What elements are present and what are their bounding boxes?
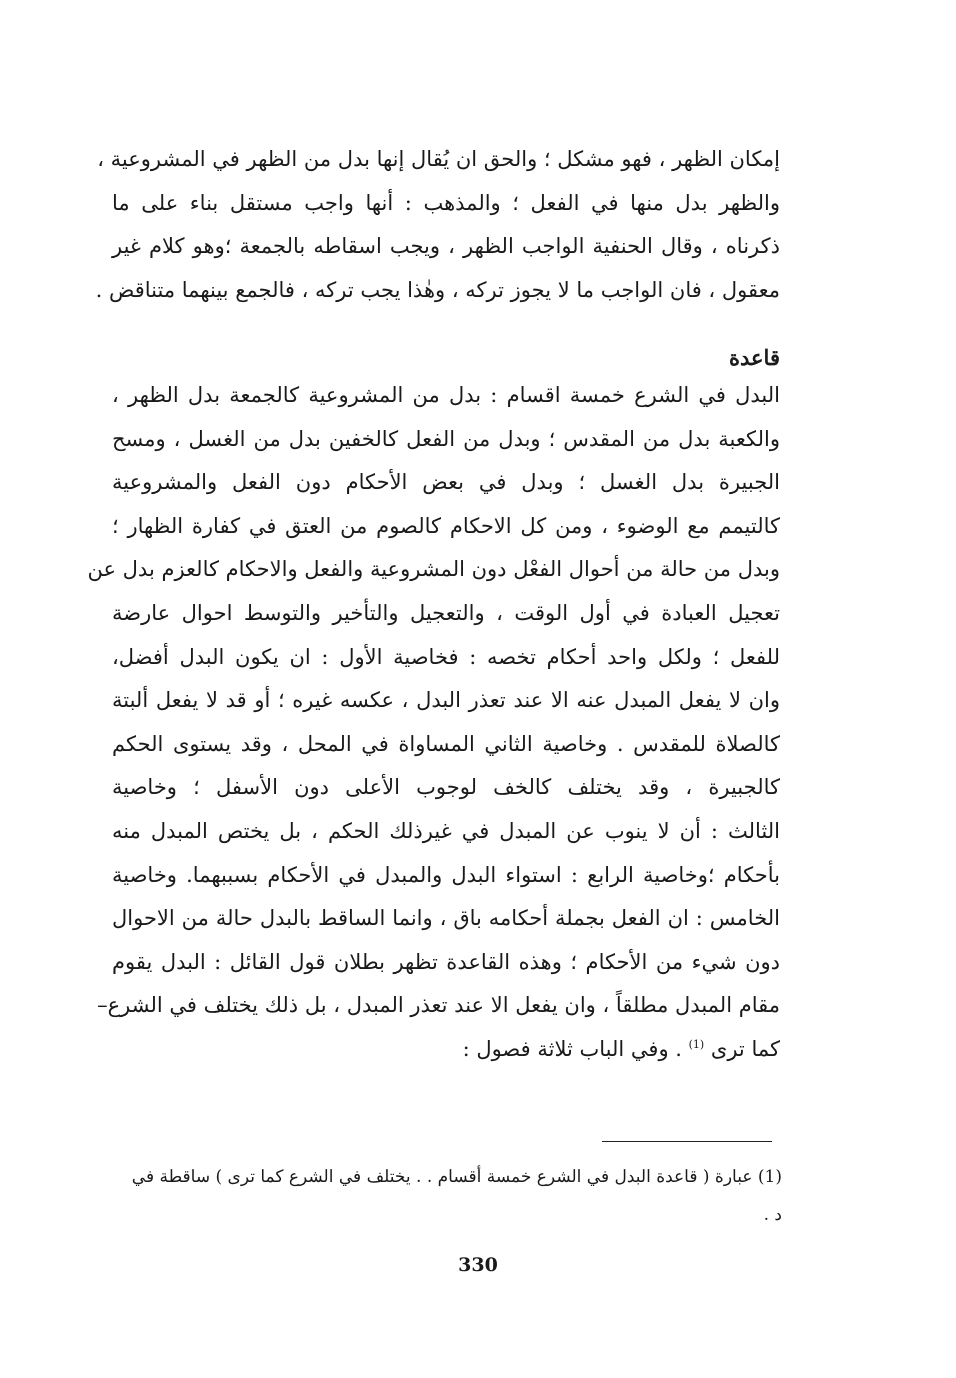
paragraph-2 [87, 374, 781, 1072]
text-line: ذكرناه ، وقال الحنفية الواجب الظهر ، ويجب اسقاطه بالجمعة ؛وهو كلام غير [112, 234, 780, 259]
text-line: والظهر بدل منها في الفعل ؛ والمذهب : أنها واجب مستقل بناء على ما [112, 190, 780, 215]
footnote-line: (1) عبارة ( قاعدة البدل في الشرع خمسة أقسام . . يختلف في الشرع كما ترى ) ساقطة في [131, 1167, 782, 1187]
last-line-start: كما ترى [710, 1036, 780, 1061]
footnote-separator [602, 1141, 772, 1142]
text-line: الثالث : أن لا ينوب عن المبدل في غيرذلك الحكم ، بل يختص المبدل منه [112, 818, 781, 843]
text-line: الخامس : ان الفعل بجملة أحكامه باق ، وانما الساقط بالبدل حالة من الاحوال [112, 906, 780, 931]
footnote-line: د . [763, 1205, 782, 1225]
text-line: وان لا يفعل المبدل عنه الا عند تعذر البدل ، عكسه غيره ؛ أو قد لا يفعل ألبتة [112, 688, 781, 713]
text-line: إمكان الظهر ، فهو مشكل ؛ والحق ان يُقال إنها بدل من الظهر في المشروعية ، [97, 147, 780, 171]
footnote-reference[interactable]: (1) [688, 1037, 705, 1051]
text-line: والكعبة بدل من المقدس ؛ وبدل من الفعل كالخفين بدل من الغسل ، ومسح [112, 426, 781, 451]
text-line: تعجيل العبادة في أول الوقت ، والتعجيل والتأخير والتوسط احوال عارضة [112, 600, 780, 625]
text-line: معقول ، فان الواجب ما لا يجوز تركه ، وهٰذا يجب تركه ، فالجمع بينهما متناقض . [95, 277, 780, 302]
text-line-last [112, 1028, 780, 1072]
text-line: الجبيرة بدل الغسل ؛ وبدل في بعض الأحكام دون الفعل والمشروعية [112, 470, 780, 495]
text-line: البدل في الشرع خمسة اقسام : بدل من المشروعية كالجمعة بدل الظهر ، [112, 383, 780, 407]
last-line-end: . وفي الباب ثلاثة فصول : [462, 1036, 689, 1061]
text-line: كالصلاة للمقدس . وخاصية الثاني المساواة في المحل ، وقد يستوى الحكم [112, 731, 780, 756]
text-line: مقام المبدل مطلقاً ، وان يفعل الا عند تعذر المبدل ، بل ذلك يختلف في الشرع– [97, 993, 780, 1018]
text-line: كالتيمم مع الوضوء ، ومن كل الاحكام كالصوم من العتق في كفارة الظهار ؛ [112, 513, 780, 538]
text-line: دون شيء من الأحكام ؛ وهذه القاعدة تظهر بطلان قول القائل : البدل يقوم [112, 949, 780, 974]
text-line: وبدل من حالة من أحوال الفعْل دون المشروعية والفعل والاحكام كالعزم بدل عن [87, 557, 780, 582]
text-line: للفعل ؛ ولكل واحد أحكام تخصه : فخاصية الأول : ان يكون البدل أفضل، [112, 644, 780, 669]
page-number: 330 [458, 1254, 498, 1276]
text-line: كالجبيرة ، وقد يختلف كالخف لوجوب الأعلى دون الأسفل ؛ وخاصية [112, 775, 780, 800]
text-line: بأحكام ؛وخاصية الرابع : استواء البدل والمبدل في الأحكام بسببهما. وخاصية [112, 862, 780, 887]
section-heading: قاعدة [729, 345, 780, 370]
paragraph-1 [95, 138, 780, 312]
footnote [112, 1158, 782, 1234]
